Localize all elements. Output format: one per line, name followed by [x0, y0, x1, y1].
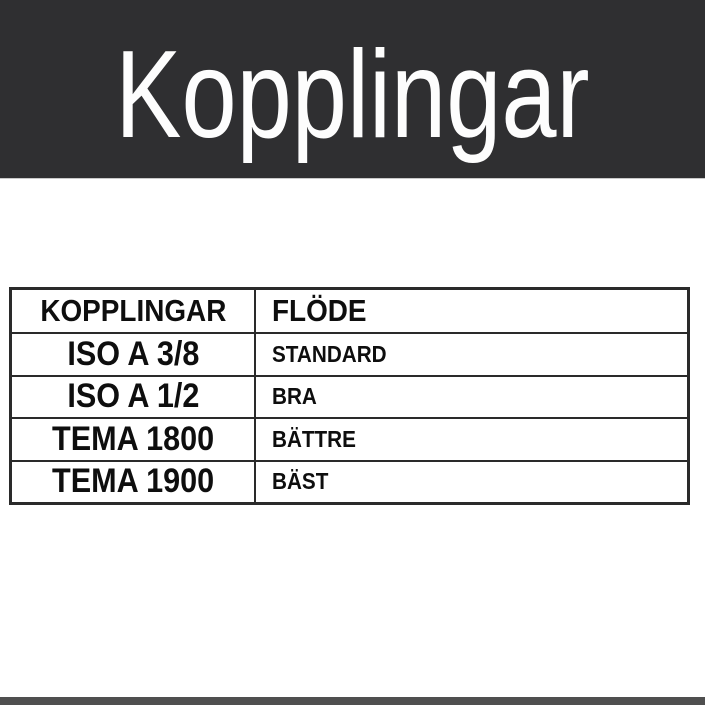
flow-value: BÄST: [272, 468, 329, 495]
table-header-row: [12, 290, 687, 332]
coupling-value: ISO A 3/8: [66, 335, 200, 374]
title-banner: [0, 0, 705, 179]
table-row: [12, 332, 687, 374]
coupling-cell: [12, 377, 254, 417]
coupling-cell: [12, 419, 254, 459]
flow-value: BRA: [272, 383, 317, 410]
coupling-value: TEMA 1900: [51, 462, 215, 501]
flow-cell: [254, 419, 687, 459]
header-cell-kopplingar: [12, 290, 254, 332]
table-row: [12, 375, 687, 417]
table-row: [12, 460, 687, 502]
header-label-kopplingar: KOPPLINGAR: [39, 293, 227, 329]
table-row: [12, 417, 687, 459]
page-title: Kopplingar: [115, 26, 590, 164]
couplings-table: [9, 287, 690, 505]
flow-value: BÄTTRE: [272, 425, 356, 452]
coupling-value: ISO A 1/2: [66, 377, 200, 416]
flow-cell: [254, 334, 687, 374]
header-label-flode: FLÖDE: [272, 293, 367, 329]
flow-cell: [254, 462, 687, 502]
flow-cell: [254, 377, 687, 417]
coupling-cell: [12, 334, 254, 374]
coupling-value: TEMA 1800: [51, 419, 215, 458]
header-cell-flode: [254, 290, 687, 332]
coupling-cell: [12, 462, 254, 502]
flow-value: STANDARD: [272, 341, 387, 368]
footer-bar: [0, 697, 705, 705]
